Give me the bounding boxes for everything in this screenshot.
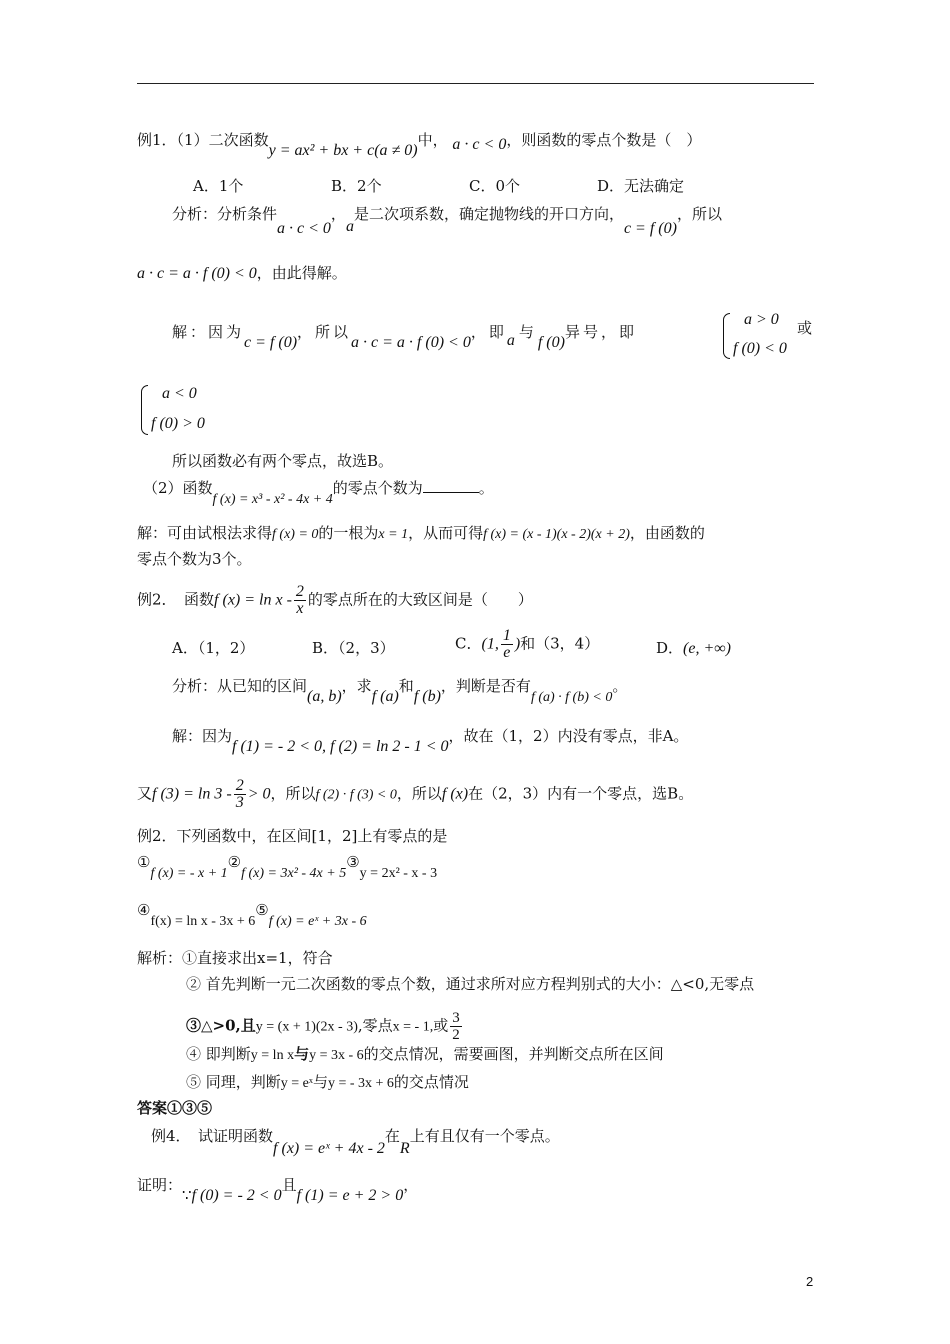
ex3-a5: ⑤ 同理，判断y = eˣ与y = - 3x + 6的交点情况 (186, 1073, 469, 1091)
ex2-opt-c: C．(1, $\frac{1}{e}$ )和（3，4） (455, 627, 600, 661)
ex1-opt-d: D．无法确定 (597, 177, 685, 195)
ex2-line: 例2． 函数f (x) = ln x - $\frac{2}{x}$ 的零点所在的大致区间是（ ） (137, 583, 533, 617)
ex3-a4: ④ 即判断y = ln x与y = 3x - 6的交点情况，需要画图，并判断交点所在区间 (186, 1045, 664, 1063)
ex1-func: y = ax² + bx + c(a ≠ 0) (268, 142, 418, 159)
ex1-conclusion: 所以函数必有两个零点，故选B。 (172, 452, 394, 470)
ex1-part1: （1）二次函数 (176, 131, 269, 149)
sys2-top: a < 0 (162, 385, 197, 402)
ex3-answer: 答案①③⑤ (137, 1099, 213, 1117)
ex1-analysis-line2: a · c = a · f (0) < 0，由此得解。 (137, 264, 347, 282)
ex1-mid: 中， (417, 131, 448, 149)
sys1-top: a > 0 (744, 311, 779, 328)
ex1-opt-a: A．1个 (193, 177, 244, 195)
sys2-bottom: f (0) > 0 (151, 415, 205, 432)
sys1-bottom: f (0) < 0 (733, 340, 787, 357)
page-number: 2 (806, 1274, 814, 1289)
ex2-opt-d: D．(e, +∞) (656, 639, 731, 657)
ex1-analysis: 分析：分析条件a · c < 0，a是二次项系数，确定抛物线的开口方向，c = f (0)，所以 (172, 205, 722, 237)
ex1-opt-c: C．0个 (469, 177, 521, 195)
ex1-tail: ，则函数的零点个数是（ ） (506, 131, 702, 149)
ex2-opt-b: B．（2，3） (312, 639, 395, 657)
ex3-a2: ② 首先判断一元二次函数的零点个数，通过求所对应方程判别式的大小：△<0,无零点 (186, 975, 755, 993)
ex4-proof: 证明：∵f (0) = - 2 < 0且f (1) = e + 2 > 0， (137, 1176, 419, 1204)
header-rule (137, 83, 814, 84)
ex4-line: 例4． 试证明函数f (x) = eˣ + 4x - 2在R上有且仅有一个零点。 (151, 1127, 560, 1157)
answer-blank (423, 480, 479, 493)
ex1-sol2-line2: 零点个数为3个。 (137, 550, 252, 568)
ex2-again: 又f (3) = ln 3 - $\frac{2}{3}$ > 0，所以f (2) · f (3) < 0，所以f (x)在（2，3）内有一个零点，选B。 (137, 777, 694, 811)
ex1-part2: （2）函数f (x) = x³ - x² - 4x + 4的零点个数为 。 (143, 479, 494, 507)
ex1-sol2: 解：可由试根法求得f (x) = 0的一根为x = 1，从而可得f (x) = (x - 1)(x - 2)(x + 2)，由函数的 (137, 524, 705, 542)
brace-2 (141, 385, 148, 435)
ex3-a3: ③△>0,且y = (x + 1)(2x - 3),零点x = - 1,或 $\frac{3}{2}$ (186, 1010, 460, 1043)
ex3-a1: 解析：①直接求出x=1，符合 (137, 949, 333, 967)
ex2-analysis: 分析：从已知的区间(a, b)，求f (a)和f (b)，判断是否有f (a) · f (b) < 0。 (172, 677, 628, 705)
ex3-funcs-2: ④f(x) = ln x - 3x + 6⑤f (x) = eˣ + 3x - 6 (137, 901, 367, 929)
ex2-solution: 解：因为f (1) = - 2 < 0, f (2) = ln 2 - 1 < 0，故在（1，2）内没有零点，非A。 (172, 727, 689, 755)
sol-or: 或 (797, 319, 813, 337)
brace-1 (723, 313, 730, 359)
ex3-label: 例2．下列函数中，在区间[1，2]上有零点的是 (137, 827, 448, 845)
ex1-label: 例1． (137, 131, 177, 149)
ex1-opt-b: B．2个 (331, 177, 382, 195)
ex3-funcs-1: ①f (x) = - x + 1②f (x) = 3x² - 4x + 5③y = 2x² - x - 3 (137, 853, 438, 881)
ex2-opt-a: A．（1，2） (172, 639, 255, 657)
ex1-cond: a · c < 0 (452, 136, 507, 153)
ex1-line (137, 130, 702, 159)
ex1-solution: 解：因为c = f (0)，所以a · c = a · f (0) < 0，即a 与f (0)异号，即 (172, 323, 637, 351)
